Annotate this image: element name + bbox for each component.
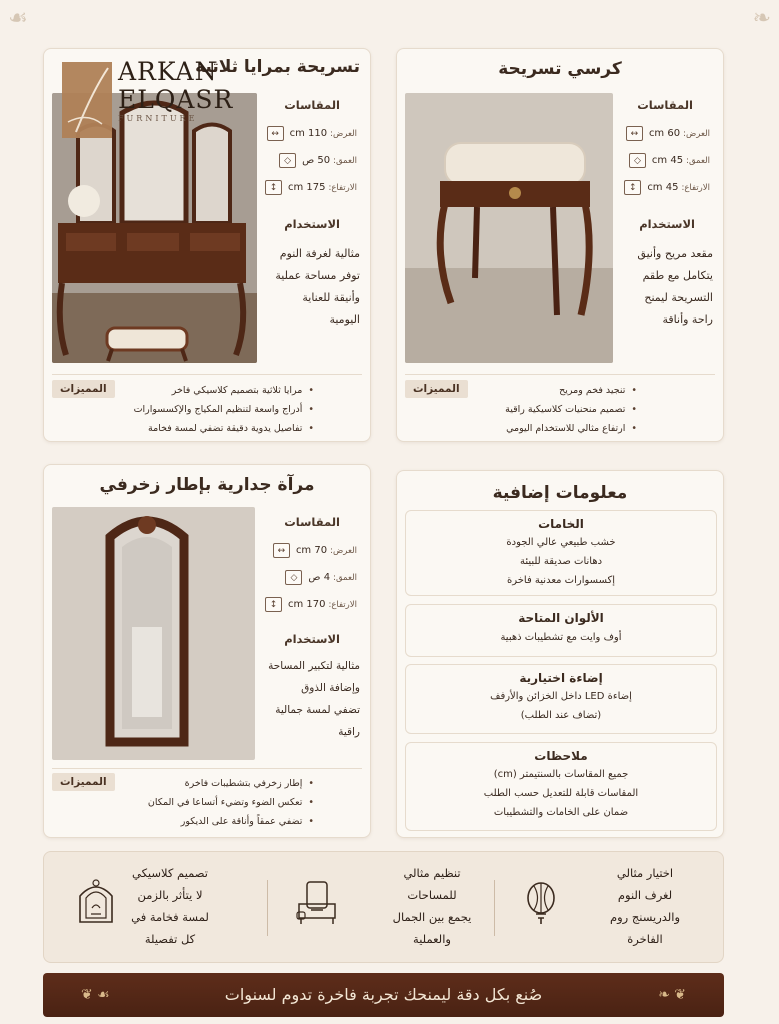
info-line: (تضاف عند الطلب) [520,710,602,721]
brand-line-1: ARKAN [118,57,218,86]
spec-value: 110 cm [289,128,328,139]
brand-line-2: ELQASR [118,85,234,114]
feature-item: • إطار زخرفي بتشطيبات فاخرة [148,774,314,793]
stool-photo [405,93,613,363]
stool-usage-heading: الاستخدام [639,217,695,231]
notes-heading: ملاحظات [534,749,588,763]
usage-line: مثالية لتكبير المساحة [268,660,360,672]
spec-key: الارتفاع: [328,182,357,193]
lamp-icon [524,880,558,926]
brand-line-3: FURNITURE [118,114,198,123]
spec-value: 45 cm [651,155,684,166]
divider [52,768,362,769]
info-line: خشب طبيعي عالي الجودة [506,537,616,548]
stool-features-badge: المميزات [405,380,468,398]
info-line: دهانات صديقة للبيئة [519,556,603,567]
highlights-bar [43,851,724,963]
usage-line: مقعد مريح وأنيق [637,247,713,260]
depth-diamond-icon: ◇ [279,153,296,168]
usage-line: مثالية لغرفة النوم [279,247,360,260]
highlight-line: لغرف النوم [617,888,673,902]
spec-value: 170 cm [287,599,326,610]
feature-item: • ارتفاع مثالي للاستخدام اليومي [505,419,637,438]
stool-features-list [505,381,637,438]
dresser-height-row [265,180,357,195]
mirror-width-row [273,543,357,558]
usage-line: وأنيقة للعناية [302,291,360,304]
spec-key: الارتفاع: [328,599,357,610]
brand-monogram-icon [62,62,112,138]
usage-line: راحة وأناقة [662,313,713,326]
spec-value: 175 cm [287,182,326,193]
ornament-icon: ☙ ❦ [81,987,110,1003]
dresser-depth-row [279,153,357,168]
spec-value: 4 ص [308,572,331,583]
highlight-line: للمساحات [407,888,457,902]
mirror-card [43,464,371,838]
spec-key: العرض: [330,128,357,139]
mirror-usage-heading: الاستخدام [284,632,340,646]
highlight-line: يجمع بين الجمال [392,910,472,924]
dresser-title: تسريحة بمرايا ثلاثية [195,57,360,77]
notes-box [405,742,717,831]
feature-item: • مرايا ثلاثية بتصميم كلاسيكي فاخر [134,381,314,400]
highlight-line: والعملية [413,932,451,946]
highlight-line: لا يتأثر بالزمن [137,888,203,902]
feature-item: • تضفي عمقاً وأناقة على الديكور [148,812,314,831]
highlight-line: الفاخرة [627,932,663,946]
stool-card [396,48,724,442]
usage-line: يتكامل مع طقم [642,269,713,282]
stool-width-row [626,126,710,141]
highlight-line: اختيار مثالي [616,866,674,880]
mirror-photo [52,507,255,760]
footer-banner [43,973,724,1017]
divider [52,374,362,375]
extra-info-title: معلومات إضافية [492,483,628,503]
feature-item: • أدراج واسعة لتنظيم المكياج والإكسسوارات [134,400,314,419]
stool-specs-heading: المقاسات [637,98,693,112]
feature-item: • تفاصيل يدوية دقيقة تضفي لمسة فخامة [134,419,314,438]
info-line: المقاسات قابلة للتعديل حسب الطلب [483,788,639,799]
width-arrows-icon: ↔ [267,126,284,141]
furniture-set-icon [295,878,339,926]
usage-line: اليومية [329,313,360,326]
lighting-box [405,664,717,734]
feature-item: • تعكس الضوء وتضيء أتساعا في المكان [148,793,314,812]
highlight-line: تنظيم مثالي [403,866,461,880]
mirror-usage-text [256,655,360,743]
divider [405,374,715,375]
stool-depth-row [629,153,710,168]
ornament-icon: ❦ ❧ [658,987,686,1003]
info-line: إكسسوارات معدنية فاخرة [506,575,616,586]
usage-line: التسريحة ليمنح [644,291,713,304]
dresser-features-list [134,381,314,438]
mirror-depth-row [285,570,357,585]
highlight-text [110,862,230,950]
spec-value: 45 cm [647,182,679,193]
colors-box [405,604,717,657]
spec-key: العمق: [333,572,357,583]
footer-tagline: صُنع بكل دقة ليمنحك تجربة فاخرة تدوم لسنوات [224,985,543,1004]
corner-ornament-icon: ☙ [8,6,28,31]
width-arrows-icon: ↔ [626,126,643,141]
highlight-line: كل تفصيلة [144,932,196,946]
spec-key: العرض: [330,545,357,556]
height-arrows-icon: ↕ [624,180,641,195]
width-arrows-icon: ↔ [273,543,290,558]
depth-diamond-icon: ◇ [285,570,302,585]
mirror-features-badge: المميزات [52,773,115,791]
highlight-line: لمسة فخامة في [131,910,209,924]
usage-line: وإضافة الذوق [301,682,360,694]
depth-diamond-icon: ◇ [629,153,646,168]
spec-value: 60 cm [648,128,681,139]
highlight-item [496,852,723,964]
highlight-line: والدريسنج روم [609,910,681,924]
spec-value: 50 ص [302,155,331,166]
stool-title: كرسي تسريحة [498,59,622,79]
highlight-item [44,852,270,964]
brand-wordmark [118,58,233,123]
info-line: إضاءة LED داخل الخزائن والأرفف [490,691,632,702]
mirror-features-list [148,774,314,831]
height-arrows-icon: ↕ [265,180,282,195]
stool-usage-text [613,243,713,331]
highlight-item [269,852,495,964]
dresser-usage-heading: الاستخدام [284,217,340,231]
spec-key: العمق: [686,155,710,166]
highlight-text [595,862,695,950]
dresser-specs-heading: المقاسات [284,98,340,112]
usage-line: تضفي لمسة جمالية [275,704,360,716]
highlight-text [377,862,487,950]
highlight-line: تصميم كلاسيكي [132,866,208,880]
info-line: أوف وايت مع تشطيبات ذهبية [500,632,622,643]
colors-heading: الألوان المتاحة [518,611,604,625]
mirror-title: مرآة جدارية بإطار زخرفي [99,475,315,495]
dresser-usage-text [256,243,360,331]
materials-heading: الخامات [538,517,584,531]
feature-item: • تنجيد فخم ومريح [505,381,637,400]
info-line: ضمان على الخامات والتشطيبات [493,807,629,818]
dresser-features-badge: المميزات [52,380,115,398]
info-line: جميع المقاسات بالسنتيمتر (cm) [493,769,629,780]
spec-value: 70 cm [295,545,328,556]
mirror-height-row [265,597,357,612]
corner-ornament-icon: ❧ [752,6,771,31]
usage-line: توفر مساحة عملية [275,269,360,282]
mirror-specs-heading: المقاسات [284,515,340,529]
usage-line: راقية [338,726,360,738]
feature-item: • تصميم منحنيات كلاسيكية راقية [505,400,637,419]
spec-key: العرض: [683,128,710,139]
materials-box [405,510,717,596]
extra-info-card [396,470,724,838]
spec-key: العمق: [333,155,357,166]
stool-height-row [624,180,710,195]
lighting-heading: إضاءة اختيارية [519,671,603,685]
ornate-mirror-icon [74,878,118,926]
spec-key: الارتفاع: [681,182,710,193]
dresser-width-row [267,126,357,141]
height-arrows-icon: ↕ [265,597,282,612]
